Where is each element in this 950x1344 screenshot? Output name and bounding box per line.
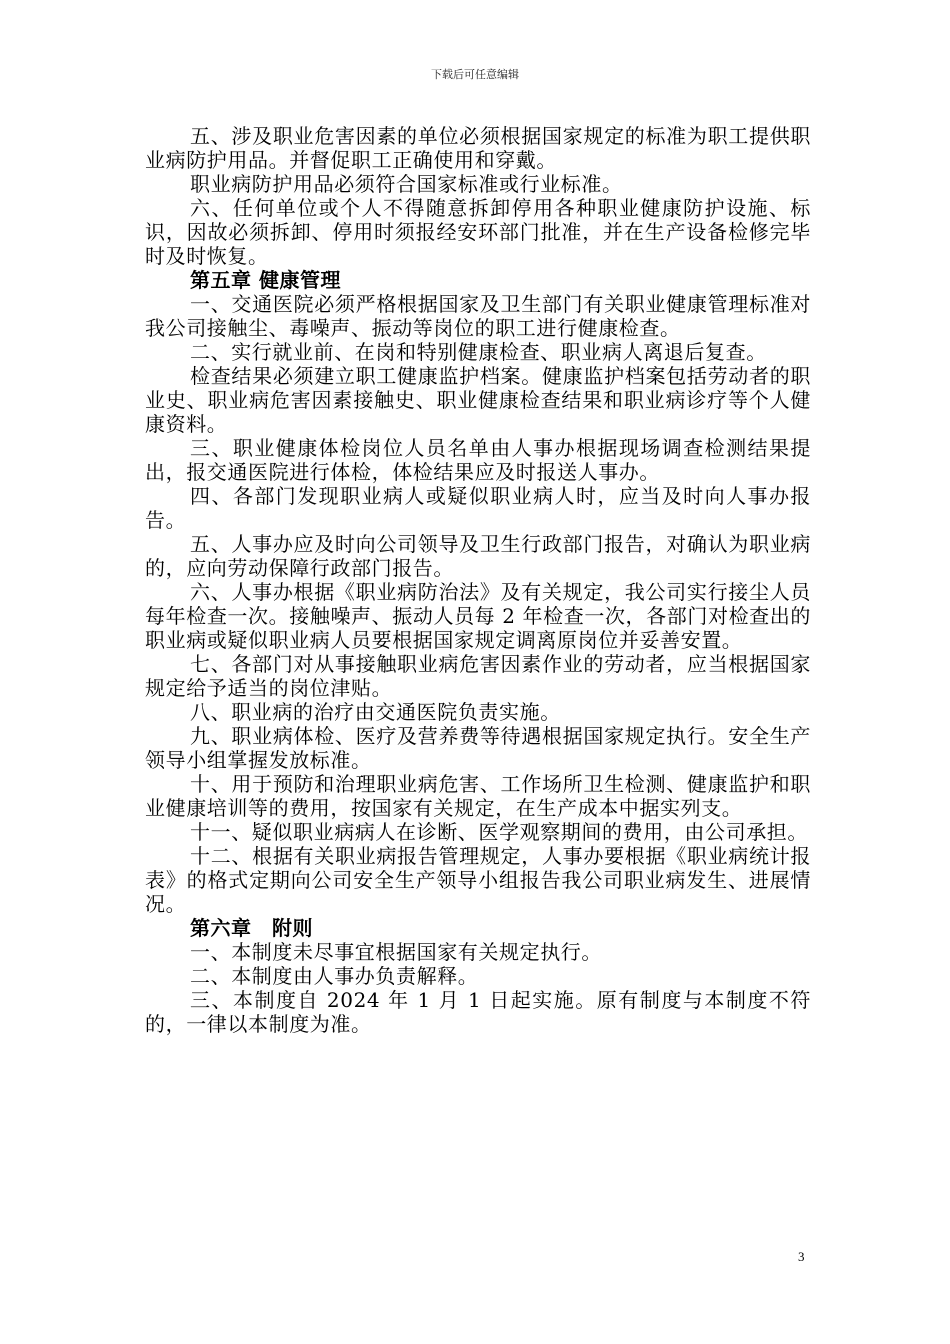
paragraph: 二、本制度由人事办负责解释。: [190, 964, 479, 988]
paragraph: 八、职业病的治疗由交通医院负责实施。: [190, 700, 561, 724]
paragraph: 二、实行就业前、在岗和特别健康检查、职业病人离退后复查。: [190, 340, 767, 364]
paragraph: 十、用于预防和治理职业病危害、工作场所卫生检测、健康监护和职业健康培训等的费用，按国家有关规定，在生产成本中据实列支。: [145, 772, 811, 820]
paragraph: 三、职业健康体检岗位人员名单由人事办根据现场调查检测结果提出，报交通医院进行体检，体检结果应及时报送人事办。: [145, 436, 811, 484]
paragraph: 十二、根据有关职业病报告管理规定，人事办要根据《职业病统计报表》的格式定期向公司安全生产领导小组报告我公司职业病发生、进展情况。: [145, 844, 811, 916]
chapter-heading: 第六章 附则: [190, 916, 313, 940]
paragraph: 七、各部门对从事接触职业病危害因素作业的劳动者，应当根据国家规定给予适当的岗位津贴。: [145, 652, 811, 700]
paragraph: 检查结果必须建立职工健康监护档案。健康监护档案包括劳动者的职业史、职业病危害因素接触史、职业健康检查结果和职业病诊疗等个人健康资料。: [145, 364, 811, 436]
paragraph: 三、本制度自 2024 年 1 月 1 日起实施。原有制度与本制度不符的，一律以本制度为准。: [145, 988, 811, 1036]
paragraph: 一、本制度未尽事宜根据国家有关规定执行。: [190, 940, 602, 964]
paragraph: 四、各部门发现职业病人或疑似职业病人时，应当及时向人事办报告。: [145, 484, 811, 532]
paragraph: 六、人事办根据《职业病防治法》及有关规定，我公司实行接尘人员每年检查一次。接触噪声、振动人员每 2 年检查一次，各部门对检查出的职业病或疑似职业病人员要根据国家规定调离原岗位并妥善安置。: [145, 580, 811, 652]
paragraph: 职业病防护用品必须符合国家标准或行业标准。: [190, 172, 623, 196]
paragraph: 十一、疑似职业病病人在诊断、医学观察期间的费用，由公司承担。: [190, 820, 808, 844]
page-number: 3: [798, 1249, 805, 1264]
paragraph: 五、涉及职业危害因素的单位必须根据国家规定的标准为职工提供职业病防护用品。并督促职工正确使用和穿戴。: [145, 124, 811, 172]
paragraph: 六、任何单位或个人不得随意拆卸停用各种职业健康防护设施、标识，因故必须拆卸、停用时须报经安环部门批准，并在生产设备检修完毕时及时恢复。: [145, 196, 811, 268]
paragraph: 九、职业病体检、医疗及营养费等待遇根据国家规定执行。安全生产领导小组掌握发放标准。: [145, 724, 811, 772]
chapter-heading: 第五章 健康管理: [190, 268, 341, 292]
paragraph: 五、人事办应及时向公司领导及卫生行政部门报告，对确认为职业病的，应向劳动保障行政部门报告。: [145, 532, 811, 580]
paragraph: 一、交通医院必须严格根据国家及卫生部门有关职业健康管理标准对我公司接触尘、毒噪声、振动等岗位的职工进行健康检查。: [145, 292, 811, 340]
document-body: [145, 124, 811, 1036]
page-header: 下载后可任意编辑: [431, 68, 519, 81]
